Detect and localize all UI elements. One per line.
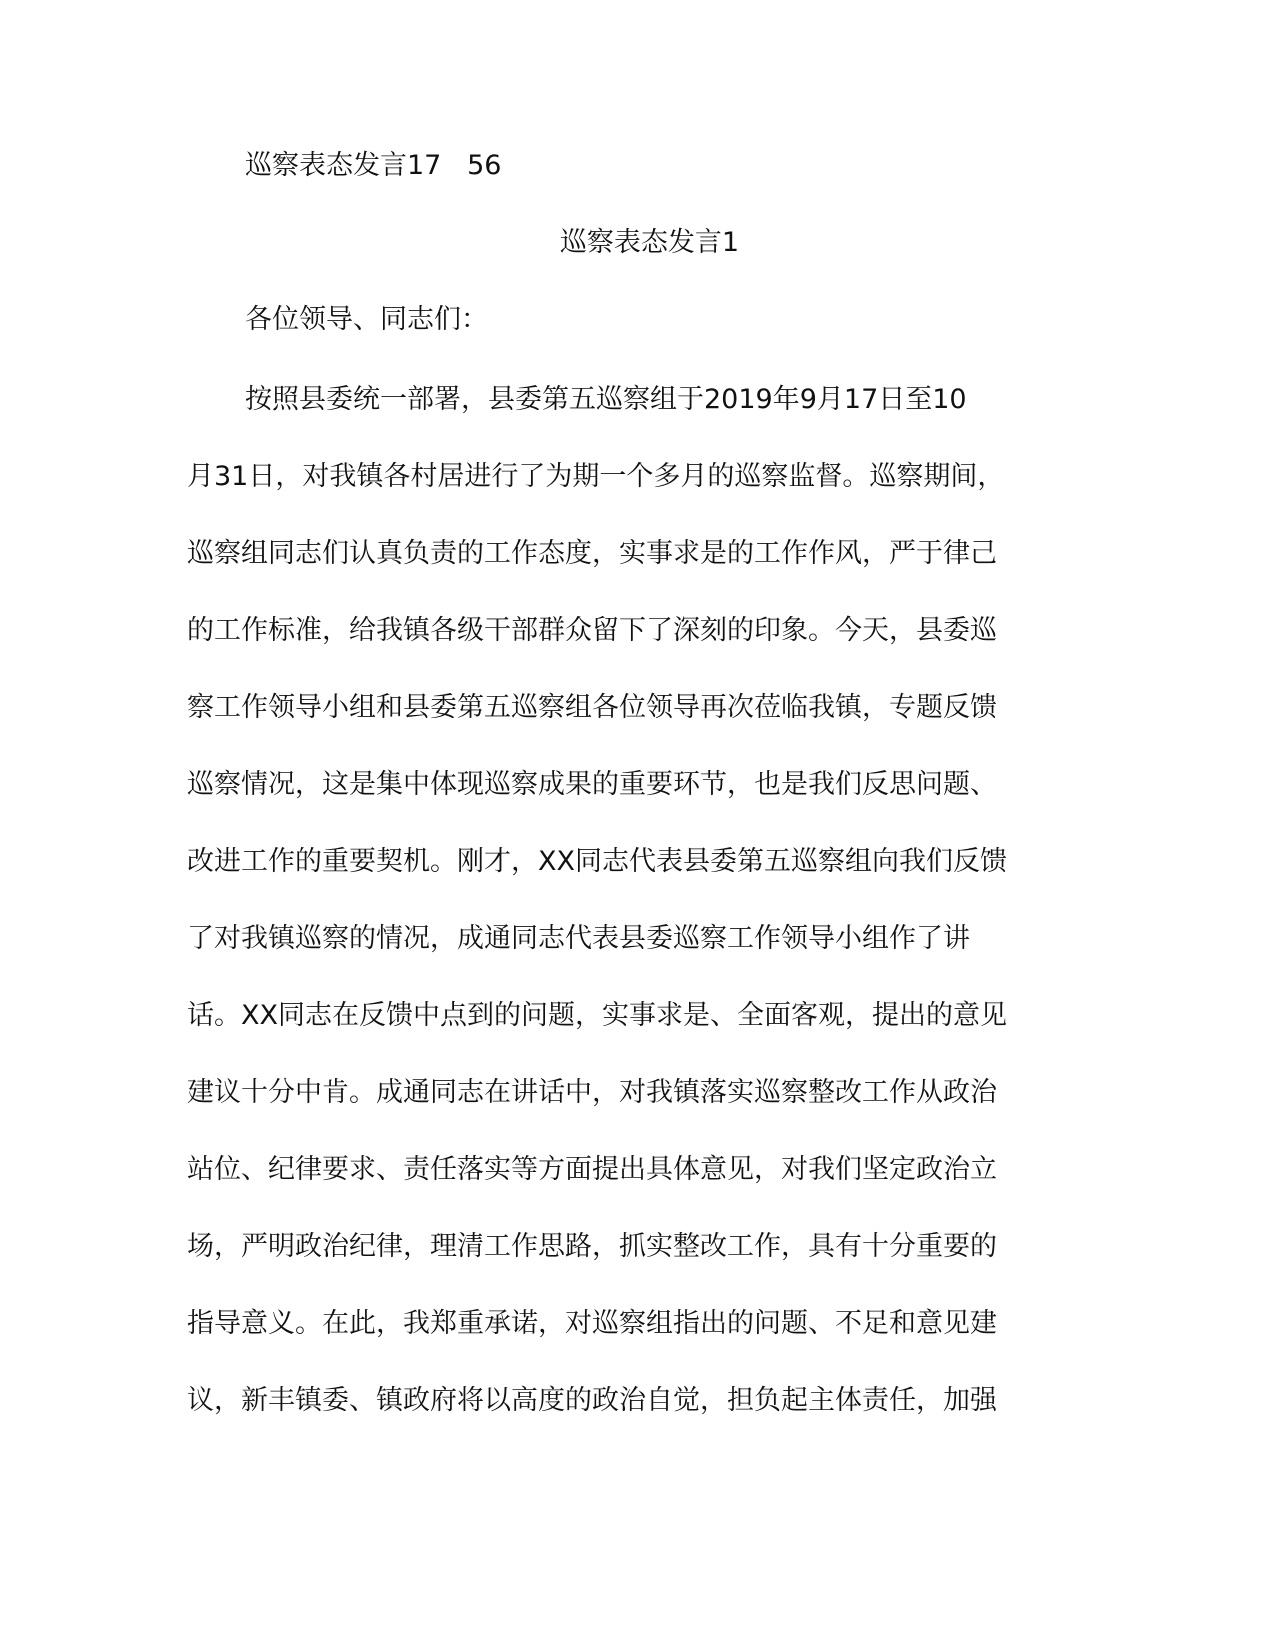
- paragraph-line: 场，严明政治纪律，理清工作思路，抓实整改工作，具有十分重要的: [187, 1231, 997, 1262]
- paragraph-line: 指导意义。在此，我郑重承诺，对巡察组指出的问题、不足和意见建: [187, 1308, 997, 1339]
- paragraph-line: 站位、纪律要求、责任落实等方面提出具体意见，对我们坚定政治立: [187, 1154, 997, 1185]
- paragraph-line: 改进工作的重要契机。刚才，XX同志代表县委第五巡察组向我们反馈: [187, 846, 1007, 877]
- paragraph-line: 按照县委统一部署，县委第五巡察组于2019年9月17日至10: [245, 384, 967, 415]
- paragraph-line: 月31日，对我镇各村居进行了为期一个多月的巡察监督。巡察期间，: [187, 461, 1005, 492]
- body-paragraph: [187, 380, 1077, 1458]
- paragraph-line: 了对我镇巡察的情况，成通同志代表县委巡察工作领导小组作了讲: [187, 923, 970, 954]
- paragraph-line: 巡察情况，这是集中体现巡察成果的重要环节，也是我们反思问题、: [187, 769, 997, 800]
- paragraph-line: 察工作领导小组和县委第五巡察组各位领导再次莅临我镇，专题反馈: [187, 692, 997, 723]
- document-header: 巡察表态发言17 56: [245, 150, 502, 181]
- salutation: 各位领导、同志们：: [245, 304, 488, 335]
- paragraph-line: 议，新丰镇委、镇政府将以高度的政治自觉，担负起主体责任，加强: [187, 1385, 997, 1416]
- paragraph-line: 建议十分中肯。成通同志在讲话中，对我镇落实巡察整改工作从政治: [187, 1077, 997, 1108]
- paragraph-line: 的工作标准，给我镇各级干部群众留下了深刻的印象。今天，县委巡: [187, 615, 997, 646]
- paragraph-line: 巡察组同志们认真负责的工作态度，实事求是的工作作风，严于律己: [187, 538, 997, 569]
- document-title: 巡察表态发言1: [559, 227, 740, 258]
- paragraph-line: 话。XX同志在反馈中点到的问题，实事求是、全面客观，提出的意见: [187, 1000, 1007, 1031]
